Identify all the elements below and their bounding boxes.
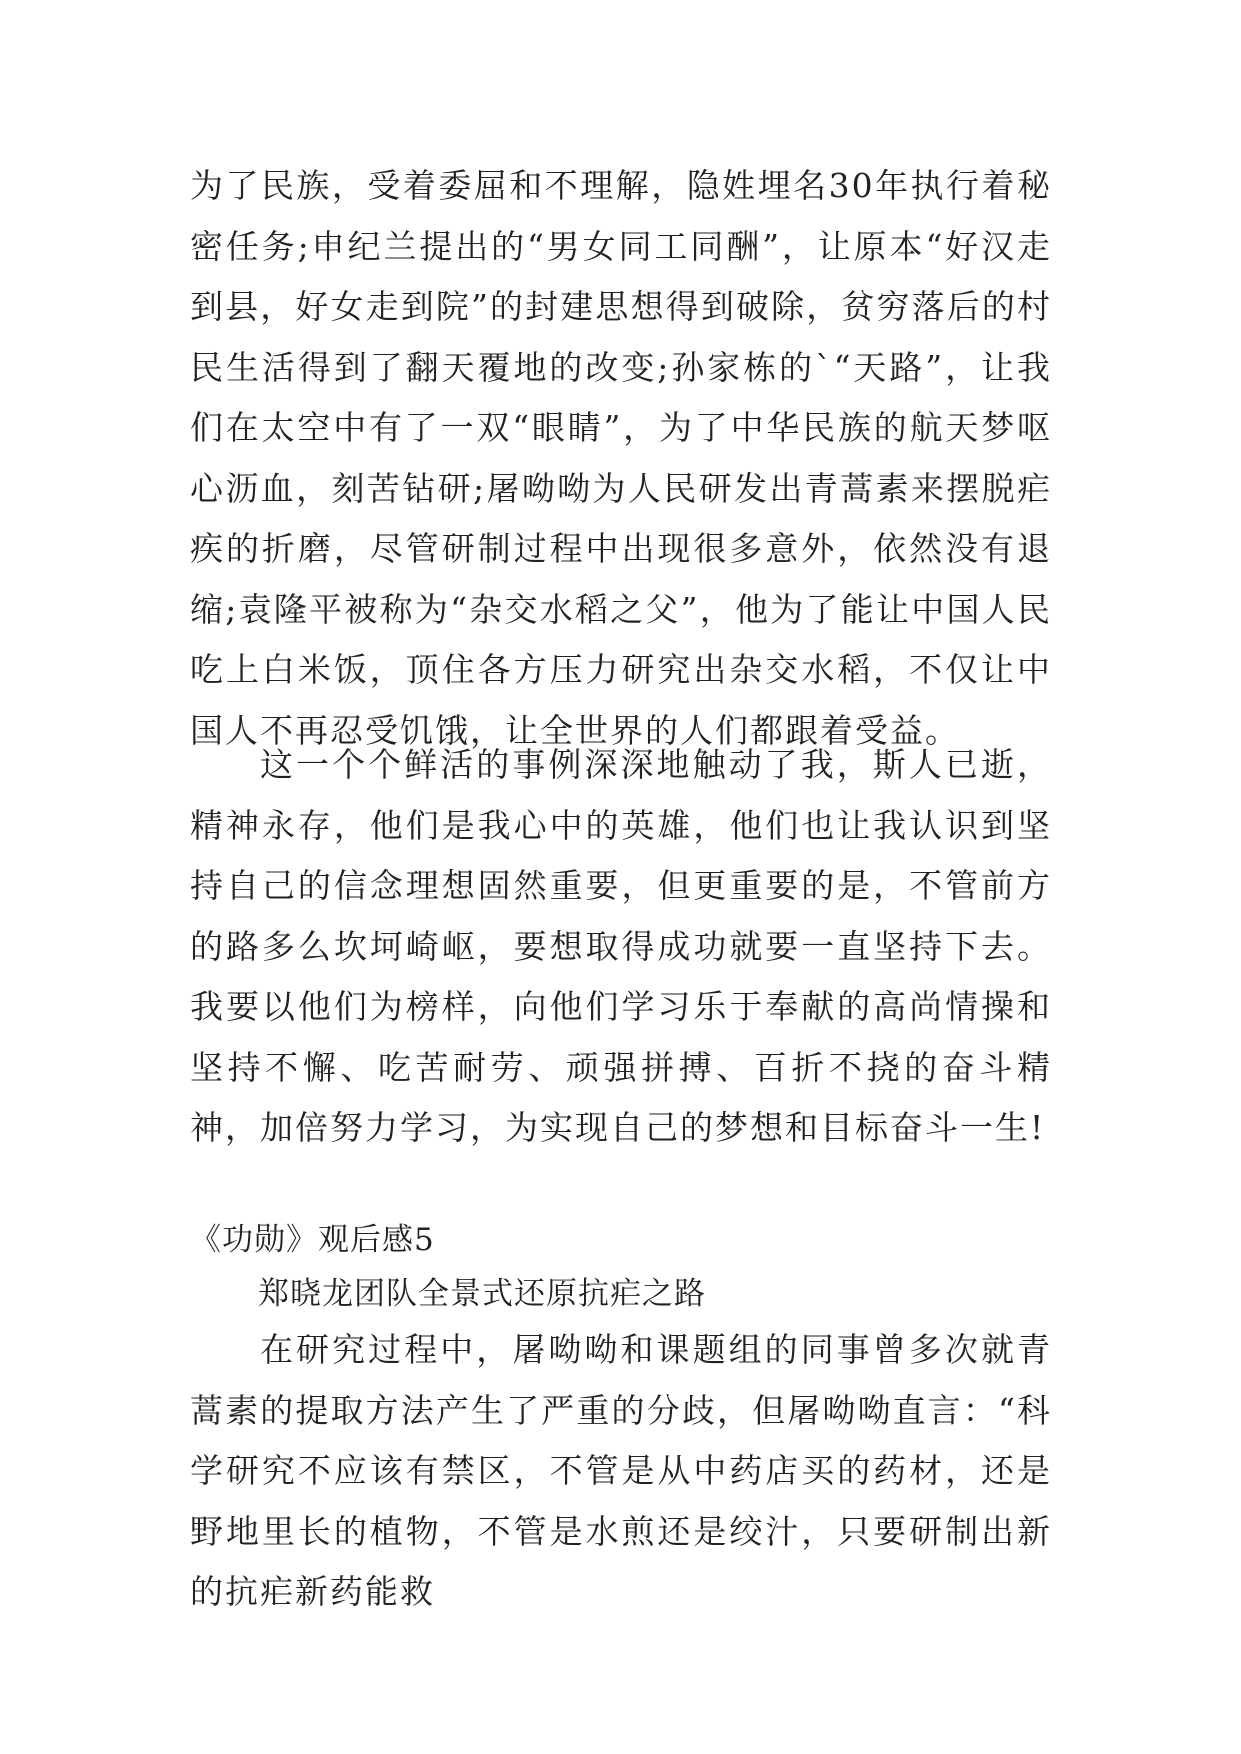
paragraph-research-process: 在研究过程中，屠呦呦和课题组的同事曾多次就青蒿素的提取方法产生了严重的分歧，但屠呦呦直言：“科学研究不应该有禁区，不管是从中药店买的药材，还是野地里长的植物，不管是水煎还是绞汁，只要研制出新的抗疟新药能救 — [190, 1330, 1052, 1611]
paragraph-reflection: 这一个个鲜活的事例深深地触动了我，斯人已逝，精神永存，他们是我心中的英雄，他们也让我认识到坚持自己的信念理想固然重要，但更重要的是，不管前方的路多么坎坷崎岖，要想取得成功就要一直坚持下去。我要以他们为榜样，向他们学习乐于奉献的高尚情操和坚持不懈、吃苦耐劳、顽强拼搏、百折不挠的奋斗精神，加倍努力学习，为实现自己的梦想和目标奋斗一生! — [190, 745, 1052, 1147]
section-subheading: 郑晓龙团队全景式还原抗疟之路 — [258, 1276, 706, 1312]
paragraph-heroes-examples: 为了民族，受着委屈和不理解，隐姓埋名30年执行着秘密任务;申纪兰提出的“男女同工同酬”，让原本“好汉走到县，好女走到院”的封建思想得到破除，贫穷落后的村民生活得到了翻天覆地的改变;孙家栋的`“天路”，让我们在太空中有了一双“眼睛”，为了中华民族的航天梦呕心沥血，刻苦钻研;屠呦呦为人民研发出青蒿素来摆脱疟疾的折磨，尽管研制过程中出现很多意外，依然没有退缩;袁隆平被称为“杂交水稻之父”，他为了能让中国人民吃上白米饭，顶住各方压力研究出杂交水稻，不仅让中国人不再忍受饥饿，让全世界的人们都跟着受益。 — [190, 166, 1052, 750]
body-text-block — [190, 1320, 1052, 1623]
body-text-block — [190, 156, 1052, 761]
section-heading: 《功勋》观后感5 — [190, 1222, 435, 1258]
body-text-block — [190, 735, 1052, 1159]
